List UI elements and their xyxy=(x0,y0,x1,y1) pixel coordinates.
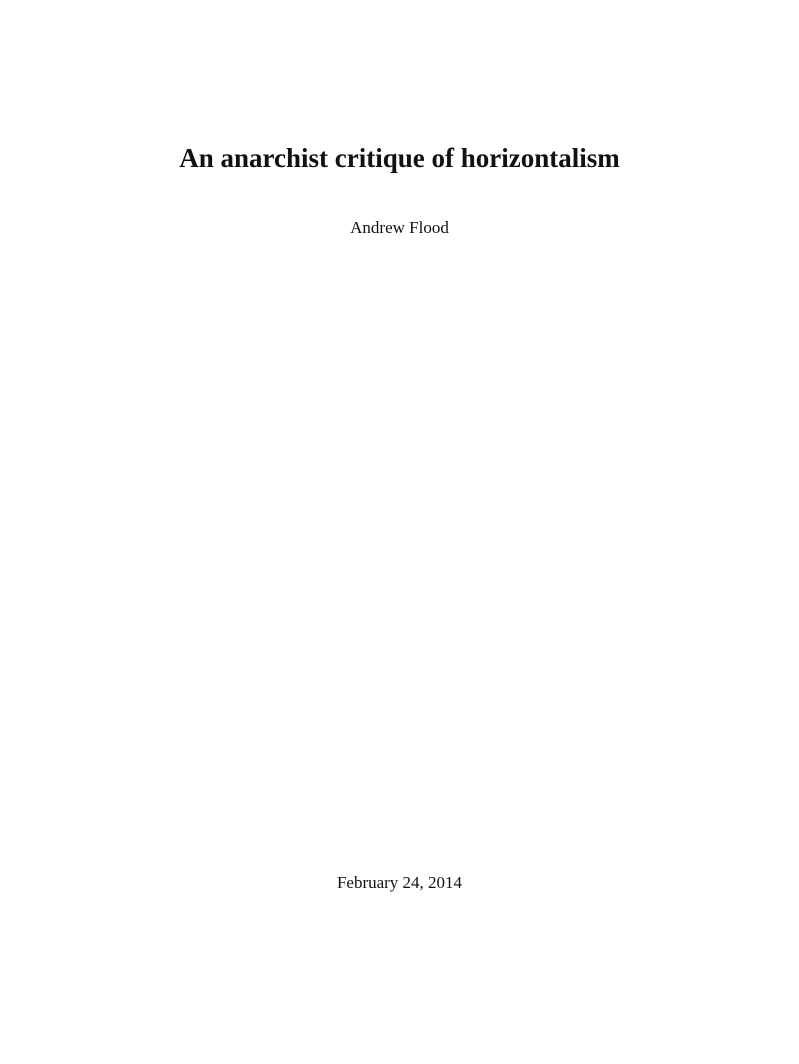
document-date: February 24, 2014 xyxy=(336,873,463,892)
document-title: An anarchist critique of horizontalism xyxy=(179,143,620,173)
document-author: Andrew Flood xyxy=(350,218,449,237)
